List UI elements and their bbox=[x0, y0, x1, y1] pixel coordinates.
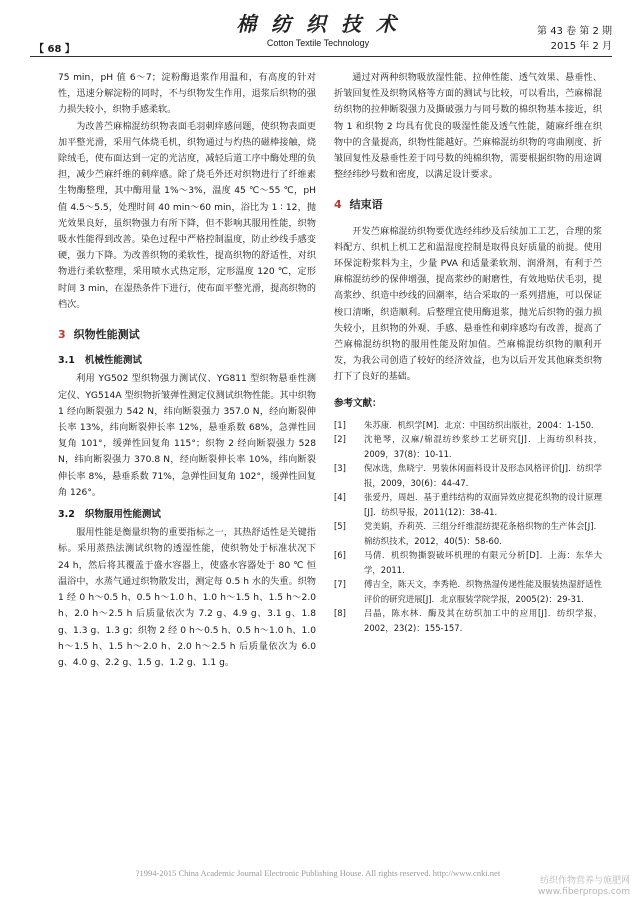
left-paragraph-1: 75 min，pH 值 6～7；淀粉酶退浆作用温和，有高度的针对性，迅速分解淀粉的同时，不与织物发生作用，退浆后织物的强力损失较小，织物手感柔软。 bbox=[58, 73, 316, 116]
section-3-number: 3 bbox=[58, 328, 66, 342]
subsection-3-2-number: 3.2 bbox=[58, 509, 75, 521]
reference-item bbox=[334, 519, 602, 548]
section-3-heading bbox=[58, 327, 316, 343]
reference-text: 吕晶，陈水林．酶及其在纺织加工中的应用[J]．纺织学报，2002，23(2)：155-157. bbox=[364, 608, 602, 633]
subsection-3-1-title: 机械性能测试 bbox=[84, 355, 142, 367]
right-column bbox=[334, 70, 602, 635]
copyright-footer: ?1994-2015 China Academic Journal Electronic Publishing House. All rights reserved. http://www.cnki.net bbox=[135, 868, 501, 878]
reference-number: [1] bbox=[334, 419, 346, 430]
header-rule bbox=[30, 56, 612, 57]
right-paragraph-2: 开发苎麻棉混纺织物要优选经纬纱及后续加工工艺，合理的浆料配方、织机上机工艺和温湿度控制是取得良好质量的前提。使用环保淀粉浆料为主，少量 PVA 和适量柔软剂、润滑剂，有利于苎麻棉混纺纱的保伸增强，提高浆纱的耐磨性，有效地贴伏毛羽，提高浆纱、织造中纱线的回潮率，结合采取的一系列措施，可以保证梭口清晰，织造顺利。后整理宜使用酶退浆，抛光后织物的强力损失较小，且织物的外观、手感、悬垂性和刺痒感均有改善，提高了苎麻棉混纺织物的服用性能及附加值。苎麻棉混纺织物的顺利开发，为我公司创造了较好的经济效益，也为以后开发其他麻类织物打下了良好的基础。 bbox=[334, 226, 602, 383]
subsection-3-1-number: 3.1 bbox=[58, 355, 75, 367]
reference-text: 张爱丹，周赳．基于重纬结构的双面异效应提花织物的设计原理[J]．纺织导报，2011(12)：38-41. bbox=[364, 492, 602, 517]
reference-number: [8] bbox=[334, 608, 346, 619]
reference-item bbox=[334, 418, 602, 433]
section-3-title: 织物性能测试 bbox=[73, 328, 140, 342]
reference-text: 倪冰选，焦晓宁．男装休闲面料设计及形态风格评价[J]．纺织学报，2009，30(6)：44-47. bbox=[364, 463, 602, 488]
subsection-3-2-heading bbox=[58, 507, 316, 523]
reference-text: 傅吉全，陈天文，李秀艳．织物热湿传递性能及服装热湿舒适性评价的研究进展[J]．北京服装学院学报，2005(2)：29-31. bbox=[364, 579, 602, 604]
issue-info bbox=[537, 24, 612, 54]
reference-number: [4] bbox=[334, 492, 346, 503]
left-column bbox=[58, 70, 316, 671]
references-title: 参考文献： bbox=[334, 397, 382, 409]
subsection-3-2-body: 服用性能是衡量织物的重要指标之一，其热舒适性是关键指标。采用蒸热法测试织物的透湿性能，使织物处于标准状况下 24 h，然后将其覆盖于盛水容器上，使盛水容器处于 80 ℃ 恒温浴中，水蒸气通过织物散发出，测定每 0.5 h 水的失重。织物 1 经 0 h～0.5 h、0.5 h～1.0 h、1.0 h～1.5 h、1.5 h～2.0 h、2.0 h～2.5 h 后质量依次为 7.2 g、4.9 g、3.1 g、1.8 g、1.3 g、1.3 g；织物 2 经 0 h～0.5 h、0.5 h～1.0 h、1.0 h～1.5 h、1.5 h～2.0 h、2.0 h～2.5 h 后质量依次为 6.0 g、4.0 g、2.2 g、1.5 g、1.2 g、1.1 g。 bbox=[58, 528, 316, 668]
reference-text: 马倩．机织物撕裂破坏机理的有限元分析[D]．上海：东华大学，2011. bbox=[364, 550, 602, 575]
reference-number: [7] bbox=[334, 579, 346, 590]
reference-item bbox=[334, 432, 602, 461]
reference-item bbox=[334, 606, 602, 635]
reference-item bbox=[334, 461, 602, 490]
reference-number: [2] bbox=[334, 434, 346, 445]
reference-text: 朱苏康．机织学[M]．北京：中国纺织出版社，2004：1-150. bbox=[364, 419, 594, 430]
reference-number: [6] bbox=[334, 550, 346, 561]
references-list bbox=[334, 418, 602, 636]
section-4-number: 4 bbox=[334, 198, 342, 212]
watermark-line: 纺织作物营养与施肥网 bbox=[539, 876, 630, 886]
subsection-3-2-title: 织物服用性能测试 bbox=[84, 509, 161, 521]
page-header bbox=[0, 0, 636, 78]
reference-item bbox=[334, 577, 602, 606]
site-watermark bbox=[538, 876, 630, 898]
subsection-3-1-heading bbox=[58, 353, 316, 369]
reference-number: [5] bbox=[334, 521, 346, 532]
reference-text: 沈艳琴，汉麻/棉混纺纱浆纱工艺研究[J]．上海纺织科技，2009，37(8)：10-11. bbox=[364, 434, 602, 459]
journal-english-title: Cotton Textile Technology bbox=[266, 38, 370, 48]
issue-volume: 第 43 卷 第 2 期 bbox=[537, 26, 612, 37]
subsection-3-1-body: 利用 YG502 型织物强力测试仪、YG811 型织物悬垂性测定仪、YG514A 型织物折皱弹性测定仪测试织物性能。其中织物 1 经向断裂强力 542 N，纬向断裂强力 357.0 N，经向断裂伸长率 13%，纬向断裂伸长率 12%，悬垂系数 68%，急弹性回复角 101°，缓弹性回复角 115°；织物 2 经向断裂强力 528 N，纬向断裂强力 370.8 N，经向断裂伸长率 10%，纬向断裂伸长率 8%，悬垂系数 71%，急弹性回复角 102°，缓弹性回复角 126°。 bbox=[58, 374, 316, 498]
reference-item bbox=[334, 490, 602, 519]
page-number: 【 68 】 bbox=[34, 44, 75, 55]
left-paragraph-2: 为改善苎麻棉混纺织物表面毛羽刺痒感问题，使织物表面更加平整光滑，采用气体烧毛机，织物通过与灼热的磁棒接触，烧除绒毛，使布面达到一定的光洁度，减轻后道工序中酶处理的负担，减少苎麻纤维的刺痒感。除了烧毛外还对织物进行了纤维素生物酶整理，其中酶用量 1%～3%，温度 45 ℃～55 ℃，pH 值 4.5～5.5，处理时间 40 min～60 min，浴比为 1 ∶ 12，抛光效果良好，虽织物强力有所下降，但不影响其服用性能，织物吸水性能得到改善。染色过程中严格控制温度，防止纱线手感变硬，强力下降。为改善织物的柔软性，提高织物的舒适性，对织物进行柔软整理，采用喷水式热定形，定形温度 120 ℃，定形时间 3 min，在湿热条件下进行，使布面平整光滑，提高织物的档次。 bbox=[58, 121, 316, 310]
section-4-heading bbox=[334, 197, 602, 213]
right-paragraph-1: 通过对两种织物吸放湿性能、拉伸性能、透气效果、悬垂性、折皱回复性及织物风格等方面的测试与比较，可以看出，苎麻棉混纺织物的拉伸断裂强力及撕破强力与同号数的棉织物基本接近，织物 1 和织物 2 均具有优良的吸湿性能及透气性能，随麻纤维在织物中的含量提高，织物性能越好。苎麻棉混纺织物的弯曲刚度、折皱回复性及悬垂性差于同号数的纯棉织物，需要根据织物的用途调整经纬纱号数和密度，以满足设计要求。 bbox=[334, 73, 602, 181]
issue-date: 2015 年 2 月 bbox=[550, 41, 612, 52]
watermark-line: www.fiberprops.com bbox=[538, 887, 630, 897]
reference-number: [3] bbox=[334, 463, 346, 474]
reference-text: 党美娟，乔莉英．三组分纤维混纺提花条格织物的生产体会[J]．棉纺织技术，2012，40(5)：58-60. bbox=[364, 521, 602, 546]
section-4-title: 结束语 bbox=[349, 198, 383, 212]
journal-logo: 棉 纺 织 技 术 bbox=[236, 12, 400, 36]
reference-item bbox=[334, 548, 602, 577]
